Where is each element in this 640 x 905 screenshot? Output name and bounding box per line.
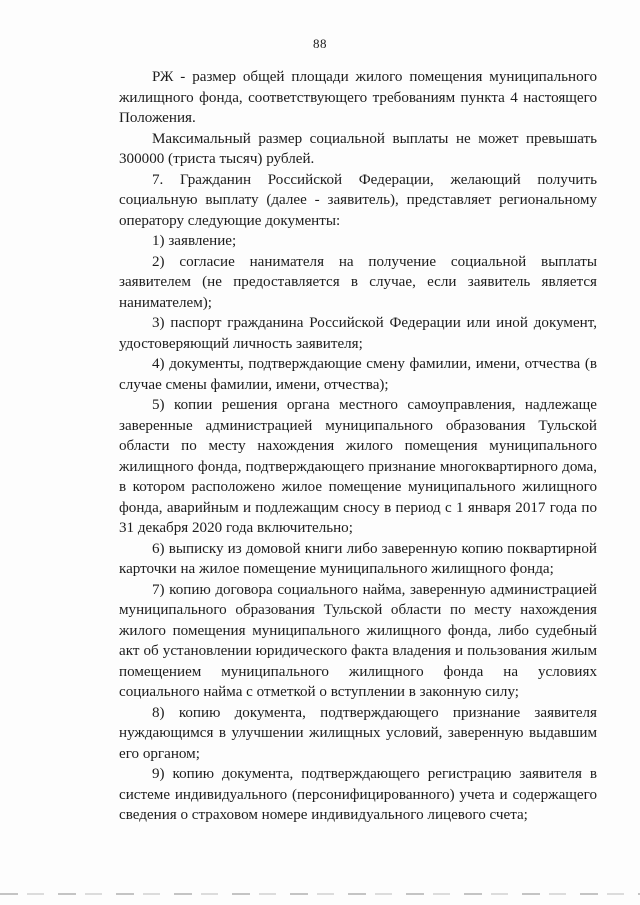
list-item-2: 2) согласие нанимателя на получение социальной выплаты заявителем (не предоставляется в случае, если заявитель является нанимателем); <box>119 253 597 311</box>
list-item-1: 1) заявление; <box>152 233 237 249</box>
paragraph-max-payment: Максимальный размер социальной выплаты не может превышать 300000 (триста тысяч) рублей. <box>119 130 597 167</box>
list-item-4: 4) документы, подтверждающие смену фамилии, имени, отчества (в случае смены фамилии, имени, отчества); <box>119 356 597 393</box>
list-item-3: 3) паспорт гражданина Российской Федерации или иной документ, удостоверяющий личность заявителя; <box>119 315 597 352</box>
document-body <box>119 67 597 826</box>
list-item-7: 7) копию договора социального найма, заверенную администрацией муниципального образования Тульской области по месту нахождения жилого помещения муниципального жилищного фонда, либо судебный акт об установлении юридического факта владения и пользования жилым помещением муниципального жилищного фонда на условиях социального найма с отметкой о вступлении в законную силу; <box>119 581 597 700</box>
list-item-8: 8) копию документа, подтверждающего признание заявителя нуждающимся в улучшении жилищных условий, заверенную выдавшим его органом; <box>119 704 597 762</box>
scan-edge-artifact <box>0 893 640 895</box>
page-number: 88 <box>313 36 327 51</box>
list-item-6: 6) выписку из домовой книги либо заверенную копию поквартирной карточки на жилое помещение муниципального жилищного фонда; <box>119 540 597 577</box>
list-item-9: 9) копию документа, подтверждающего регистрацию заявителя в системе индивидуального (персонифицированного) учета и содержащего сведения о страховом номере индивидуального лицевого счета; <box>119 766 597 823</box>
paragraph-rzh-definition: РЖ - размер общей площади жилого помещения муниципального жилищного фонда, соответствующего требованиям пункта 4 настоящего Положения. <box>119 69 597 126</box>
paragraph-item-7: 7. Гражданин Российской Федерации, желающий получить социальную выплату (далее - заявитель), представляет региональному оператору следующие документы: <box>119 171 597 229</box>
list-item-5: 5) копии решения органа местного самоуправления, надлежаще заверенные администрацией муниципального образования Тульской области по месту нахождения жилого помещения муниципального жилищного фонда, подтверждающего признание многоквартирного дома, в котором расположено жилое помещение муниципального жилищного фонда, аварийным и подлежащим сносу в период с 1 января 2017 года по 31 декабря 2020 года включительно; <box>119 397 597 536</box>
